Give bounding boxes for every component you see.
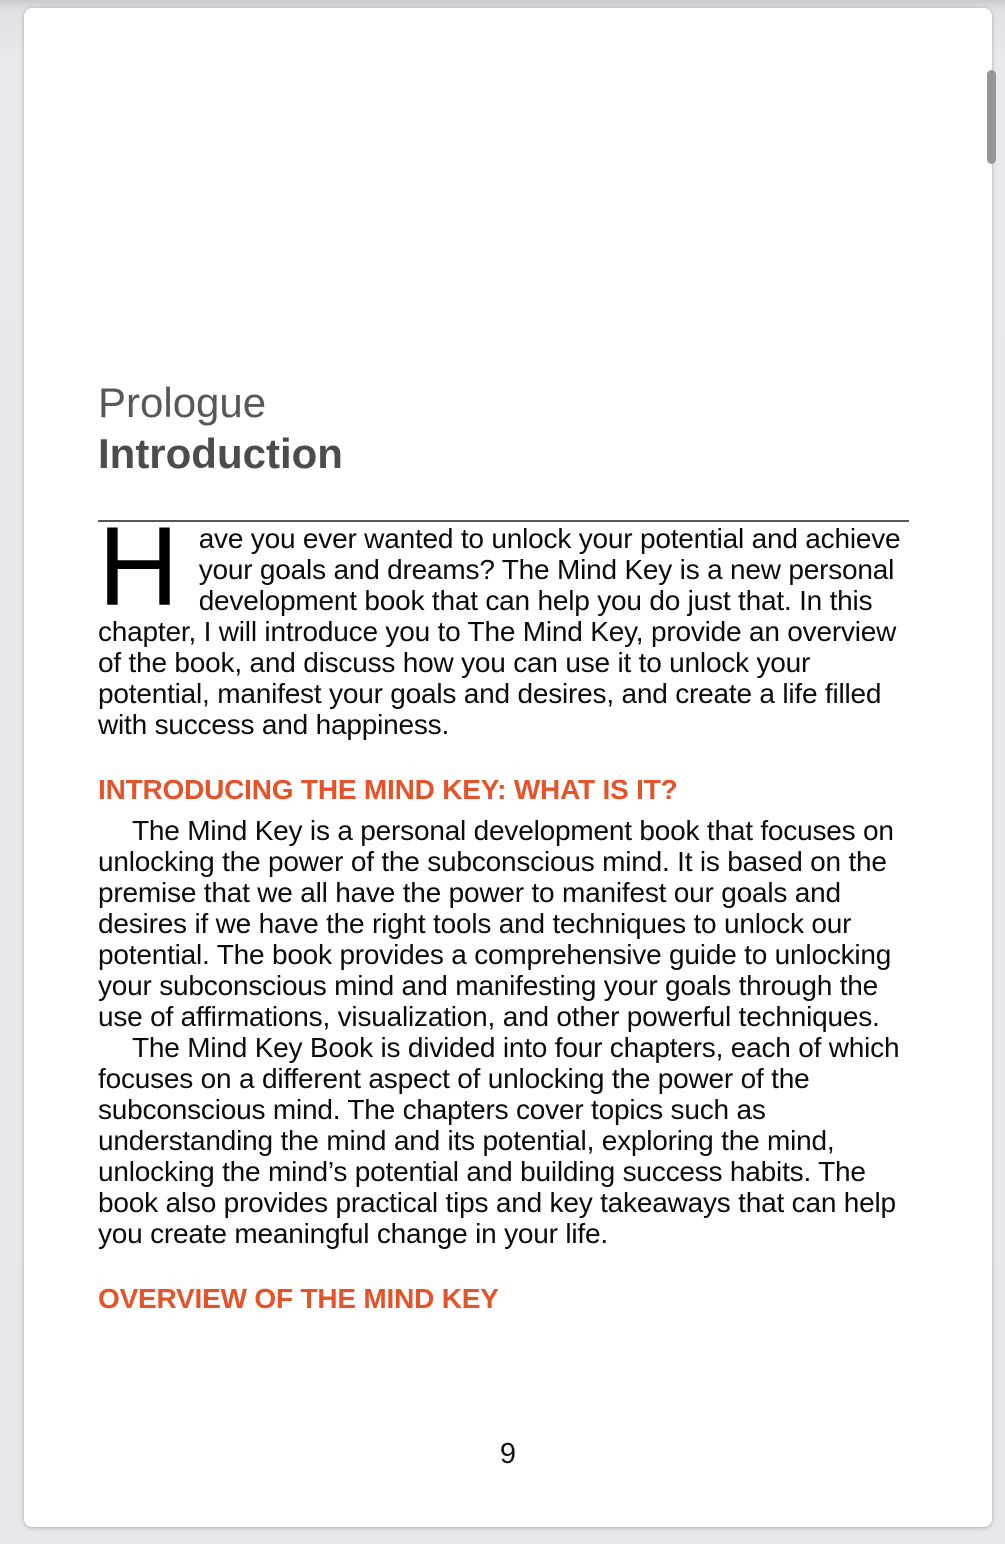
chapter-title: Introduction	[98, 430, 343, 477]
title-divider	[98, 520, 909, 522]
drop-cap: H	[98, 504, 179, 629]
page-content	[24, 8, 992, 1527]
intro-paragraph	[98, 504, 909, 740]
chapter-label: Prologue	[98, 379, 267, 426]
book-page	[24, 8, 992, 1527]
section-paragraph: The Mind Key Book is divided into four chapters, each of which focuses on a different aspect of unlocking the power of the subconscious mind. The chapters cover topics such as understanding the mind and its potential, exploring the mind, unlocking the mind’s potential and building success habits. The book also provides practical tips and key takeaways that can help you create meaningful change in your life.	[98, 1032, 900, 1249]
page-number: 9	[499, 1438, 517, 1470]
section-heading-overview: OVERVIEW OF THE MIND KEY	[98, 1283, 499, 1314]
section-heading-introducing: INTRODUCING THE MIND KEY: WHAT IS IT?	[98, 774, 678, 805]
scrollbar-thumb[interactable]	[987, 70, 996, 164]
intro-paragraph-text: ave you ever wanted to unlock your potential and achieve your goals and dreams? The Mind Key is a new personal development book that can help you do just that. In this chapter, I will introduce you to The Mind Key, provide an overview of the book, and discuss how you can use it to unlock your potential, manifest your goals and desires, and create a life filled with success and happiness.	[98, 523, 901, 740]
section-paragraph: The Mind Key is a personal development book that focuses on unlocking the power of the subconscious mind. It is based on the premise that we all have the power to manifest our goals and desires if we have the right tools and techniques to unlock our potential. The book provides a comprehensive guide to unlocking your subconscious mind and manifesting your goals through the use of affirmations, visualization, and other powerful techniques.	[98, 815, 894, 1032]
